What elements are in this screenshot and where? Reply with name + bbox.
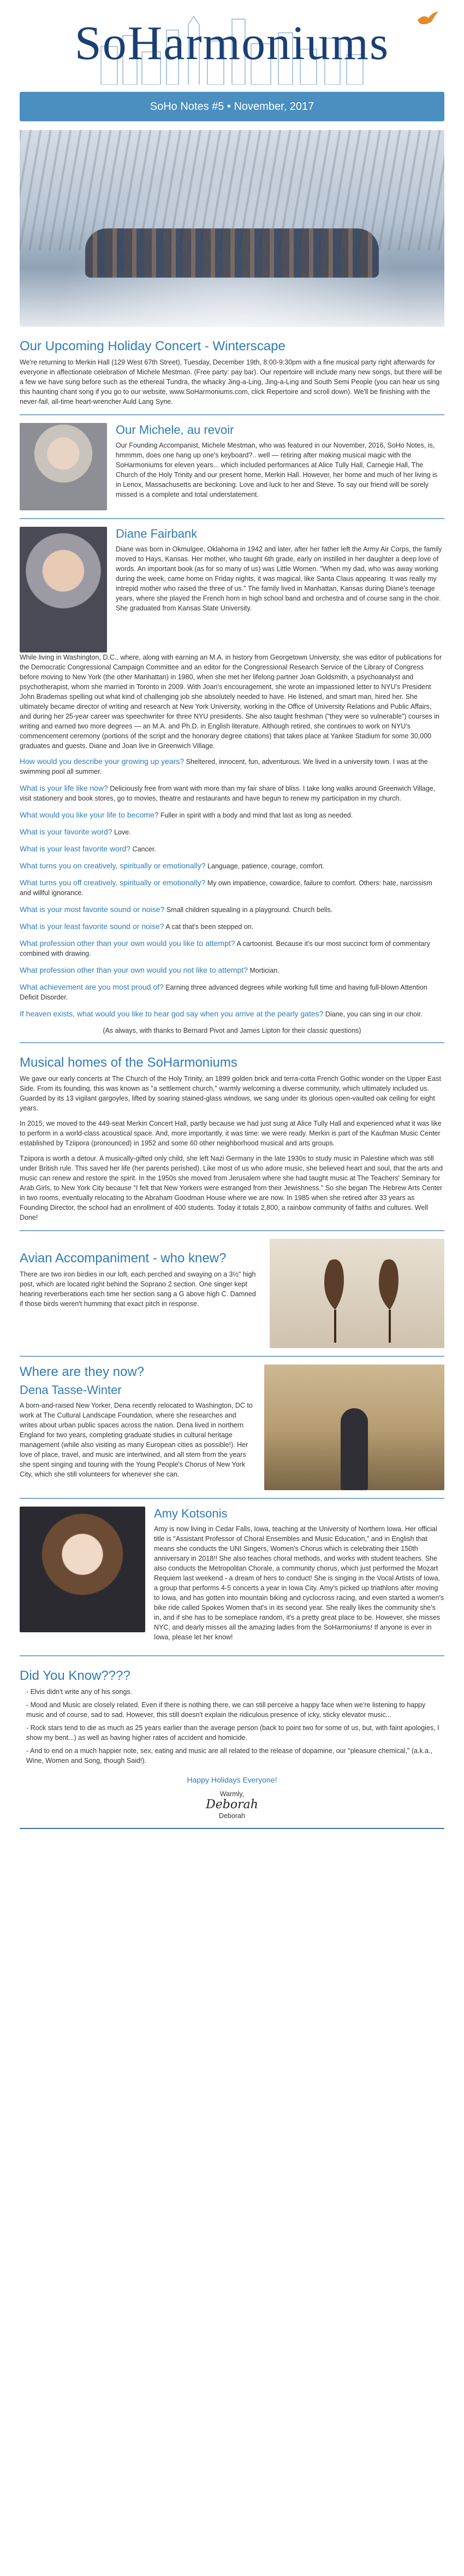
concert-section [20,339,444,407]
qa-item: What is your most favorite sound or noise? Small children squealing in a playground. Church bells. [20,905,333,914]
avian-text: There are two iron birdies in our loft, each perched and swaying on a 3½" high post, which are located right behind the Soprano 2 section. One singer kept hearing reverberations each time her section sang a G above high C. Damned if those birds weren't humming that exact pitch in response. [20,1271,256,1308]
diane-bio-2: While living in Washington, D.C., where, along with earning an M.A. in history from Georgetown University, she was editor of publications for the Democratic Congressional Campaign Committee and an editor for the Congressional Research Service of the Library of Congress before moving to New York (the other Manhattan) in 1980, when she met her lifelong partner Joan Goldsmith, a psychoanalyst and psychotherapist, whom she married in Toronto in 2009. With Joan's encouragement, she wrote an impassioned letter to NYU's President John Brademas spelling out what kind of challenging job she absolutely needed to have. He listened, and smart man, hired her. She ultimately became director of writing and research at New York University, working in the Office of University Relations and Public Affairs, and during her 25-year career was speechwriter for three NYU presidents. She also taught freshman ("they were so vulnerable") courses in writing and earned two more degrees — an M.A. and Ph.D. in English literature. Although retired, she continues to work on NYU's commencement ceremony (portions of the script and the honorary degree citations) that takes place at Yankee Stadium for some 30,000 graduates and guests. Diane and Joan live in Greenwich Village. [20,654,442,750]
qa-item: What turns you on creatively, spiritually or emotionally? Language, patience, courage, comfort. [20,861,325,870]
michele-section [20,423,444,510]
diane-section [20,527,444,1034]
homes-title: Musical homes of the SoHarmoniums [20,1055,237,1070]
qa-item: What profession other than your own would you like to attempt? A cartoonist. Because it's our most succinct form of commentary combined with drawing. [20,939,430,957]
holiday-greeting: Happy Holidays Everyone! [187,1775,277,1784]
choir-group [85,228,379,278]
michele-text: Our Founding Accompanist, Michele Mestman, who was featured in our November, 2016, SoHo Notes, is, hmmmm, does one hang up one's keyboard?.. well — retiring after making musical magic with the SoHarmoniums for eleven years... which included performances at Alice Tully Hall, Carnegie Hall, The Church of the Holy Trinity and our present home, Merkin Hall. However, her home and much of her living is in Lenox, Massachusetts are beckoning. Love and luck to her and Steve. To say our friend will be sorely missed is a complete and total understatement. [116,442,438,498]
amy-text: Amy is now living in Cedar Falls, Iowa, teaching at the University of Northern Iowa. Her official title is "Assistant Professor of Choral Ensembles and Music Education," and in English that means she conducts the UNI Singers, Women's Chorus which is celebrating their 150th anniversary in 2018!! She also teaches choral methods, and works with student teachers. She also conducts the Metropolitan Chorale, a community chorus, which just performed the Mozart Requiem last weekend - a dream of hers to conduct! She is singing in the Vocal Artists of Iowa, a group that performs 4-5 concerts a year in Iowa City. Amy's picked up triathlons after moving to Iowa, and has gotten into mountain biking and cyclocross racing, and even started a women's bike ride called Spokes Women that's in its second year. She really likes the community she's in, and if she has to be someplace random, it's a pretty great place to be. However, she misses NYC, and dearly misses all the amazing ladies from the SoHarmoniums! If anyone is ever in Iowa, please let her know! [154,1525,444,1641]
fact-item: - Mood and Music are closely related. Even if there is nothing there, we can still perceive a happy face when we're listening to happy music and of course, sad to sad. However, this still doesn't explain the ridiculous presence of icky, sticky elevator music... [26,1700,444,1720]
diane-bio-1: Diane was born in Okmulgee, Oklahoma in 1942 and later, after her father left the Army Air Corps, the family moved to Hays, Kansas. Her mother, who taught 6th grade, early on instilled in her daughter a deep love of words. An important book (as for so many of us) was Little Women. "When my dad, who was away working during the week, came home on Friday nights, it was magical, like Santa Claus appearing. It was really my intrepid mother who raised the three of us." The family lived in Manhattan, Kansas during Diane's teenage years, where she played the French horn in high school band and orchestra and of course sang in the choir. She graduated from Kansas State University. [116,545,442,612]
divider [20,414,444,415]
qa-item: What is your life like now? Deliciously free from want with more than my fair share of bliss. I take long walks around Greenwich Village, visit stationery and book stores, go to movies, theatre and restaurants and have begun to renew my participation in my church. [20,784,436,802]
divider [20,1042,444,1043]
diane-photo [20,527,107,652]
amy-photo [20,1507,145,1632]
divider [20,518,444,519]
choir-photo [20,130,444,327]
issue-banner: SoHo Notes #5 • November, 2017 [20,92,444,121]
homes-text-1: We gave our early concerts at The Church of the Holy Trinity, an 1899 golden brick and terra-cotta French Gothic wonder on the Upper East Side. From its founding, this was known as "a settlement church," warmly welcoming a diverse community, which ultimately included us. Guarded by its 13 vigilant gargoyles, lifted by soaring stained-glass windows, we sang under its glorious open-vaulted oak ceiling for eight years. [20,1075,441,1112]
divider [20,1498,444,1499]
michele-photo [20,423,107,510]
qa-item: How would you describe your growing up years? Sheltered, innocent, fun, adventurous. We lived in a university town. I was at the swimming pool all summer. [20,757,428,775]
fact-item: - Rock stars tend to die as much as 25 years earlier than the average person (back to point two for some of us, but, with faint apologies, I show my bent...) as well as having higher rates of accident and homicide. [26,1723,444,1743]
signature: Deborah [206,1798,258,1812]
divider [20,1356,444,1357]
michele-title: Our Michele, au revoir [116,423,234,437]
iron-birds-photo [270,1239,444,1348]
amy-section [20,1507,444,1648]
qa-item: If heaven exists, what would you like to hear god say when you arrive at the pearly gates? Diane, you can sing in our choir. [20,1009,423,1018]
bottom-rule [20,1828,444,1829]
qa-item: What profession other than your own would you not like to attempt? Mortician. [20,966,279,974]
logo [14,3,450,85]
dena-figure [341,1408,368,1490]
thanks-note: (As always, with thanks to Bernard Pivot and James Lipton for their classic questions) [103,1027,361,1034]
qa-item: What is your least favorite sound or noise? A cat that's been stepped on. [20,922,254,931]
diane-title: Diane Fairbank [116,527,198,540]
dena-text: A born-and-raised New Yorker, Dena recently relocated to Washington, DC to work at The Cultural Landscape Foundation, where she researches and writes about urban public spaces across the nation. Dena lived in northern England for two years, completing graduate studies in cultural heritage management (while also visiting as many European cities as possible!). Her love of place, travel, and music are intertwined, and all stem from the years she spent singing and touring with the Young People's Chorus of New York City, which she still volunteers for whenever she can. [20,1402,253,1478]
homes-text-2: In 2015, we moved to the 449-seat Merkin Concert Hall, partly because we had just sung at Alice Tully Hall and experienced what it was like to perform in a world-class acoustical space. And, more importantly, it was time: we were ready. Merkin is part of the Kaufman Music Center established by Tziipora (pronounced) in 1952 and some 60 other neighborhood musical and arts groups. [20,1120,442,1147]
dena-photo [264,1365,444,1490]
qa-item: What turns you off creatively, spiritually or emotionally? My own impatience, cowardice, failure to comfort. Others: hate, narcissism and willful ignorance. [20,878,432,897]
did-you-know-title: Did You Know???? [20,1668,130,1683]
iron-birds-icon [270,1239,444,1348]
logo-text: SoHarmoniums [74,17,390,70]
concert-text: We're returning to Merkin Hall (129 West 67th Street), Tuesday, December 19th, 8:00-9:30pm with a fine musical party right afterwards for everyone in affectionate celebration of Michele Mestman. (Free party: pay bar). Our repertoire will include many new songs, but there will be a few we have sung before such as the ethereal Tundra, the whacky Jing-a-Ling, Jing-a-Ling and South Semi People (you can hear us sing this haunting chant song if you go to our website, www.SoHarmoniums.com, click Repertoire and scroll down). We'll be finishing with the never-fail, all-time heart-wrencher Auld Lang Syne. [20,358,442,405]
warmly-text: Warmly, [219,1790,245,1798]
amy-title: Amy Kotsonis [154,1507,228,1520]
dena-title-1: Where are they now? [20,1365,145,1379]
homes-section [20,1055,444,1222]
fact-item: - Elvis didn't write any of his songs. [26,1687,444,1697]
qa-item: What is your favorite word? Love. [20,827,131,836]
author-name: Deborah [219,1812,245,1820]
concert-title: Our Upcoming Holiday Concert - Winterscape [20,339,285,354]
did-you-know-section [20,1668,444,1821]
qa-item: What is your least favorite word? Cancer. [20,844,156,853]
avian-section [20,1239,444,1348]
qa-item: What would you like your life to become? Fuller in spirit with a body and mind that last as long as needed. [20,810,353,819]
qa-item: What achievement are you most proud of? Earning three advanced degrees while working full time and having full-blown Attention Deficit Disorder. [20,983,427,1001]
homes-text-3: Tziipora is worth a detour. A musically-gifted only child, she left Nazi Germany in the late 1930s to study music in Palestine which was still under British rule. This saved her life (her parents perished). Like most of us who adore music, she believed heart and soul, that the arts and music can renew and restore the spirit. In the 1950s she moved from Jerusalem where she had taught music at The Teachers' Seminary for Arab Girls, to New York City because "I felt that New Yorkers were estranged from their Jewishness." So she began The Hebrew Arts Center in two rooms, eventually relocating to the Abraham Goodman House where we are now. In 1985 when she retired after 33 years as Founding Director, the school had an enrollment of 400 students. Today it totals 2,800, a rainbow community of faiths and cultures. Well Done! [20,1155,443,1221]
header [0,0,464,87]
fact-item: - And to end on a much happier note, sex, eating and music are all related to the release of dopamine, our "pleasure chemical," (a.k.a., Wine, Women and Song, though Said!). [26,1746,444,1766]
dena-section [20,1365,444,1490]
avian-title: Avian Accompaniment - who knew? [20,1251,227,1266]
dena-title-2: Dena Tasse-Winter [20,1383,122,1397]
sign-off [20,1789,444,1821]
divider [20,1655,444,1656]
fact-list [20,1687,444,1766]
divider [20,1230,444,1231]
